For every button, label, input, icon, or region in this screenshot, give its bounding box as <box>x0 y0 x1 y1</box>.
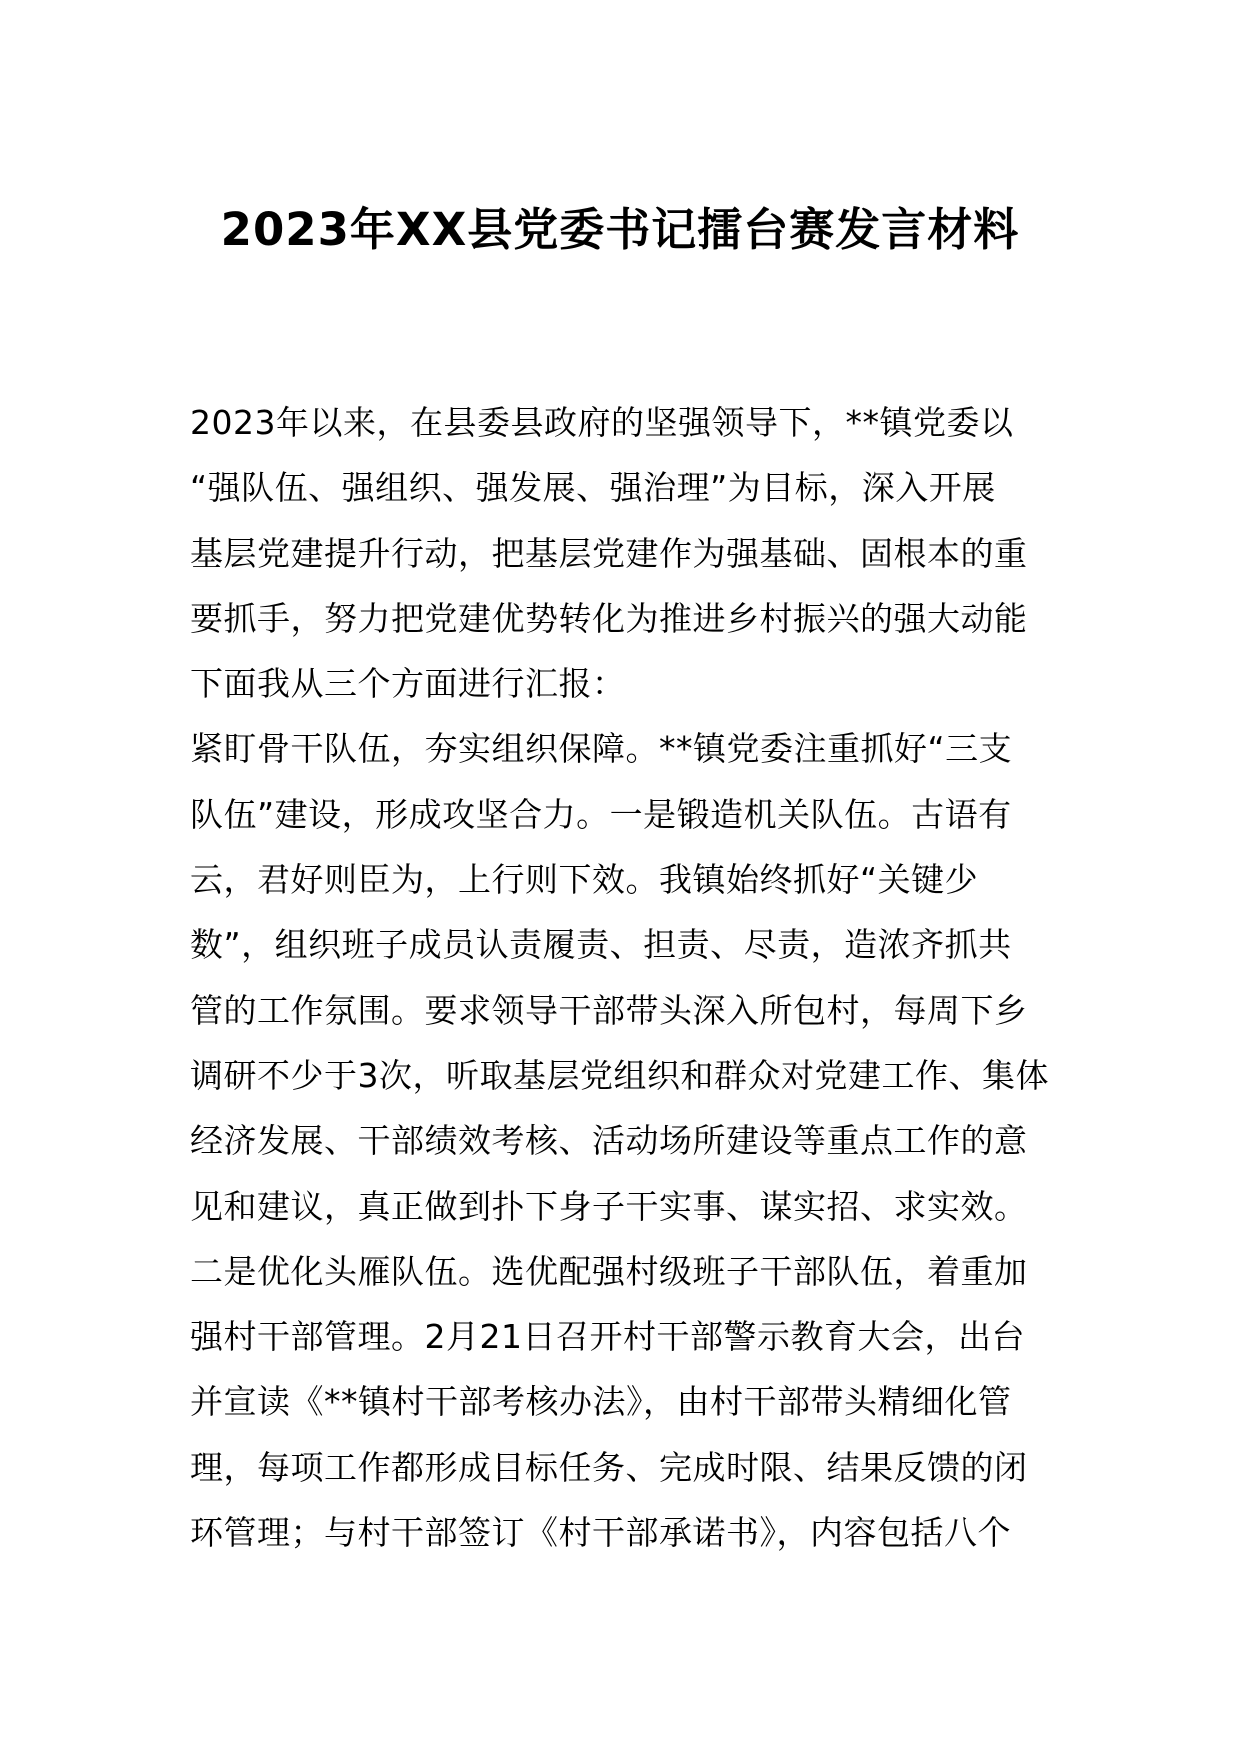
body-line: 经济发展、干部绩效考核、活动场所建设等重点工作的意 <box>190 1121 1028 1161</box>
body-line: 云，君好则臣为，上行则下效。我镇始终抓好“关键少 <box>190 860 979 900</box>
body-line: 并宣读《**镇村干部考核办法》，由村干部带头精细化管 <box>190 1382 1012 1422</box>
body-line: 环管理；与村干部签订《村干部承诺书》，内容包括八个 <box>190 1513 1011 1553</box>
body-line: 调研不少于3次，听取基层党组织和群众对党建工作、集体 <box>190 1055 1049 1095</box>
body-line: 理，每项工作都形成目标任务、完成时限、结果反馈的闭 <box>190 1447 1028 1487</box>
body-line: 数”，组织班子成员认责履责、担责、尽责，造浓齐抓共 <box>190 925 1012 965</box>
body-line: 基层党建提升行动，把基层党建作为强基础、固根本的重 <box>190 533 1028 573</box>
body-line: 要抓手，努力把党建优势转化为推进乡村振兴的强大动能 <box>190 598 1028 638</box>
body-line: “强队伍、强组织、强发展、强治理”为目标，深入开展 <box>190 468 996 508</box>
body-line: 2023年以来，在县委县政府的坚强领导下，**镇党委以 <box>190 403 1014 442</box>
body-line: 紧盯骨干队伍，夯实组织保障。**镇党委注重抓好“三支 <box>190 729 1013 769</box>
document-body <box>190 390 1070 1565</box>
body-line: 见和建议，真正做到扑下身子干实事、谋实招、求实效。 <box>190 1186 1028 1226</box>
document-title: 2023年XX县党委书记擂台赛发言材料 <box>220 203 1020 256</box>
body-line: 二是优化头雁队伍。选优配强村级班子干部队伍，着重加 <box>190 1251 1028 1291</box>
body-line: 管的工作氛围。要求领导干部带头深入所包村，每周下乡 <box>190 990 1028 1030</box>
body-line: 下面我从三个方面进行汇报： <box>190 664 626 704</box>
body-line: 队伍”建设，形成攻坚合力。一是锻造机关队伍。古语有 <box>190 794 1012 834</box>
body-line: 强村干部管理。2月21日召开村干部警示教育大会，出台 <box>190 1317 1025 1357</box>
